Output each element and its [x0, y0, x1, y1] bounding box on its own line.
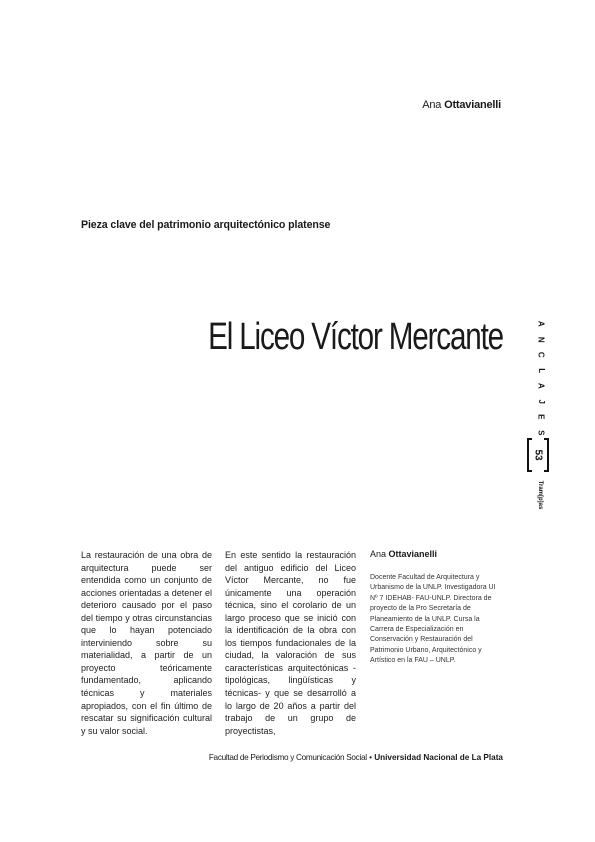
body-column-2: En este sentido la restauración del antiguo edificio del Liceo Víctor Mercante, no fue únicamente una operación técnica, sino el corolario de un largo proceso que se inició con la identificación de la obra con los tiempos fundacionales de la ciudad, la valoración de sus características arquitectónicas -tipológicas, lingüísticas y técnicas- y que se desarrolló a lo largo de 20 años a partir del trabajo de un grupo de proyectistas,: [225, 550, 356, 736]
journal-side-mark: [531, 316, 551, 440]
header-author: [422, 99, 501, 111]
side-letter: J: [536, 399, 546, 404]
side-letter: A: [536, 382, 546, 389]
article-subtitle: Pieza clave del patrimonio arquitectónico platense: [81, 219, 331, 231]
journal-name: Tram[p]as: [537, 480, 543, 510]
journal-name-vertical: [534, 480, 546, 510]
footer-university: Universidad Nacional de La Plata: [374, 753, 503, 762]
bio-last-name: Ottavianelli: [388, 549, 438, 559]
bio-first-name: Ana: [370, 549, 387, 559]
page-number: 53: [532, 449, 544, 461]
bio-author: [370, 549, 437, 559]
side-letter: S: [536, 429, 546, 435]
side-letter: E: [536, 414, 546, 420]
page-number-bracket: [527, 438, 549, 472]
side-letter: L: [536, 367, 546, 373]
article-title: El Liceo Víctor Mercante: [208, 316, 503, 358]
footer-faculty: Facultad de Periodismo y Comunicación Social: [208, 753, 367, 762]
footer-separator: •: [369, 753, 372, 762]
author-first-name: Ana: [422, 99, 442, 111]
bio-text: Docente Facultad de Arquitectura y Urbanismo de la UNLP. Investigadora UI Nº 7 IDEHAB- FAU-UNLP. Directora de proyecto de la Pro Secretaría de Planeamiento de la UNLP. Cursa la Carrera de Especialización en Conservación y Restauración del Patrimonio Urbano, Arquitectónico y Artístico en la FAU – UNLP.: [370, 574, 496, 665]
page-footer: [209, 753, 503, 762]
side-letter: A: [536, 320, 546, 327]
author-last-name: Ottavianelli: [444, 99, 501, 111]
side-letter: N: [536, 336, 546, 343]
body-column-1: La restauración de una obra de arquitectura puede ser entendida como un conjunto de acciones orientadas a detener el deterioro causado por el paso del tiempo y otras circunstancias que lo hayan potenciado interviniendo sobre su materialidad, a partir de un proyecto teóricamente fundamentado, aplicando técnicas y materiales apropiados, con el fin último de rescatar su significación cultural y su valor social.: [81, 550, 212, 736]
side-letter: C: [536, 351, 546, 358]
